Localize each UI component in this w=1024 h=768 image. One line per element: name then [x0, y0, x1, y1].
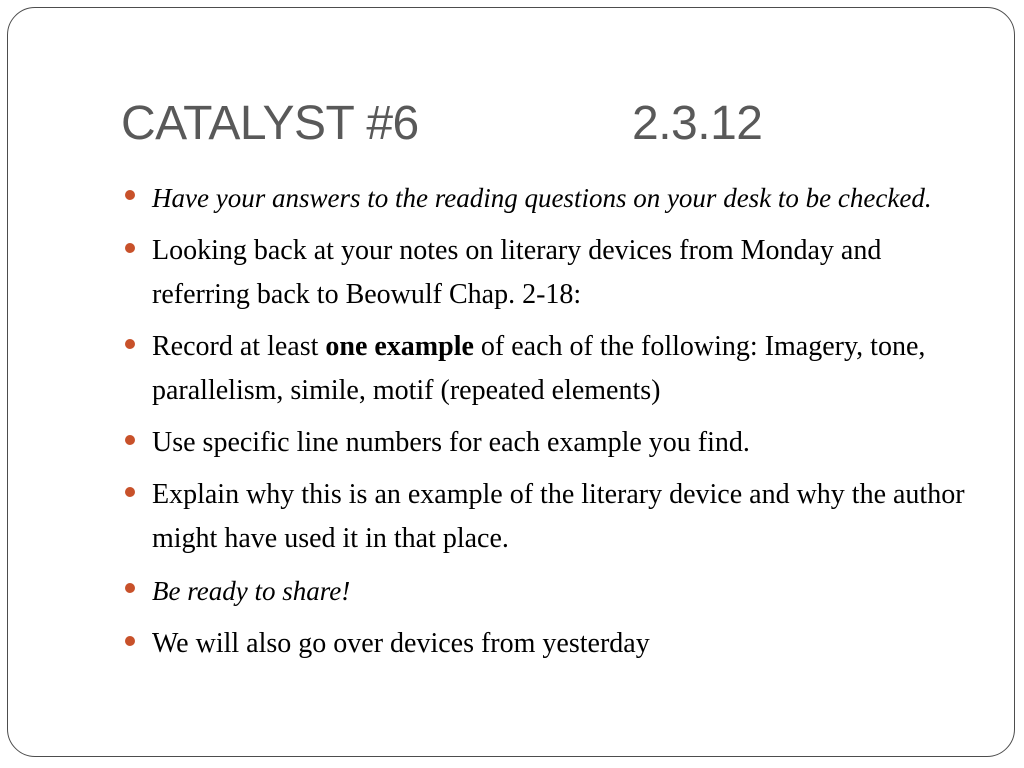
bullet-text: Looking back at your notes on literary devices from Monday and referring back to Beowulf Chap. 2-18: [152, 235, 882, 310]
title-text: CATALYST #6 [121, 97, 419, 150]
bullet-item [125, 229, 985, 317]
bullet-text: Explain why this is an example of the literary device and why the author might have used it in that place. [152, 479, 965, 554]
bullet-icon [125, 190, 135, 200]
bullet-icon [125, 339, 135, 349]
slide-title [121, 94, 763, 154]
bullet-text: Have your answers to the reading questions on your desk to be checked. [152, 183, 932, 213]
bullet-icon [125, 243, 135, 253]
bullet-item [125, 569, 985, 614]
bullet-text [152, 331, 925, 406]
bullet-text: Use specific line numbers for each example you find. [152, 427, 750, 458]
bullet-item [125, 622, 985, 666]
bullet-item [125, 176, 985, 221]
bullet-item [125, 421, 985, 465]
bullet-text: Be ready to share! [152, 576, 351, 606]
bullet-item [125, 325, 985, 413]
bullet-icon [125, 583, 135, 593]
bullet-text-bold: one example [325, 331, 474, 362]
bullet-text-after: of each of the following: Imagery, tone, parallelism, simile, motif (repeated elements) [152, 331, 926, 406]
bullet-icon [125, 636, 135, 646]
slide [7, 7, 1015, 757]
bullet-text: We will also go over devices from yesterday [152, 628, 650, 659]
bullet-icon [125, 487, 135, 497]
title-date: 2.3.12 [632, 97, 763, 150]
bullet-text-before: Record at least [152, 331, 326, 362]
bullet-item [125, 473, 985, 561]
bullet-icon [125, 435, 135, 445]
bullet-list [125, 176, 985, 674]
